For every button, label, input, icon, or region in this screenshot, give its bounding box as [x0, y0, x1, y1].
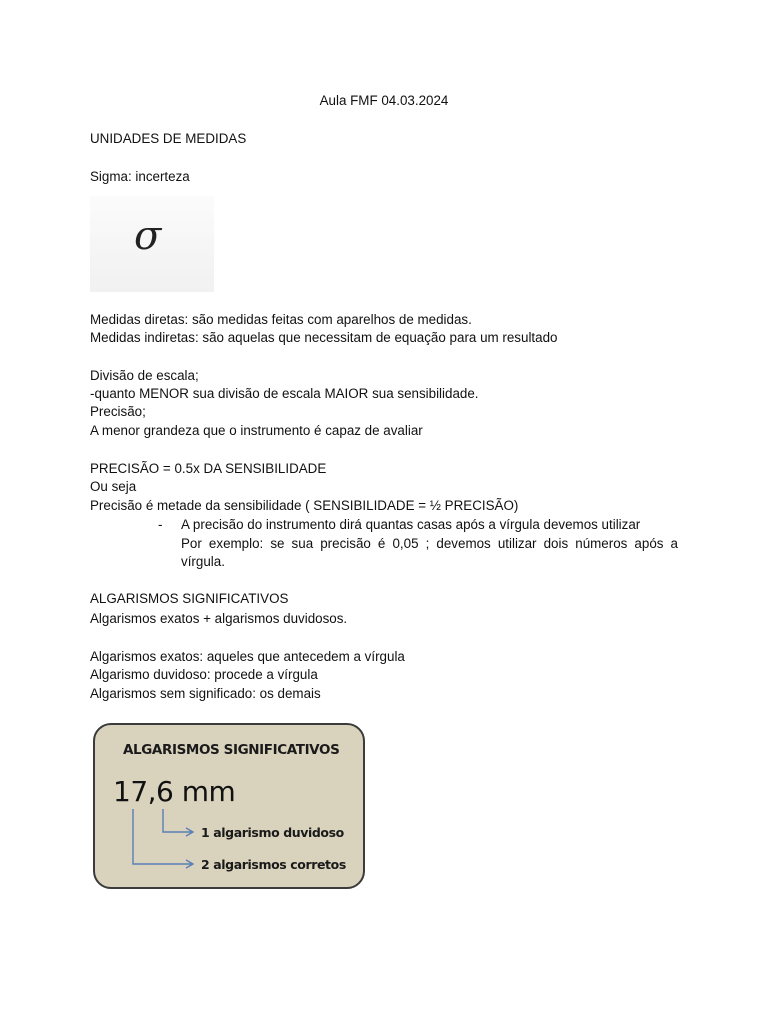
indirect-measures-text: Medidas indiretas: são aquelas que necessitam de equação para um resultado — [90, 330, 558, 345]
significant-figures-figure — [93, 723, 365, 889]
precision-heading: Precisão; — [90, 404, 146, 419]
doubtful-figure-text: Algarismo duvidoso: procede a vírgula — [90, 667, 318, 682]
bullet-line-1: A precisão do instrumento dirá quantas casas após a vírgula devemos utilizar — [181, 517, 641, 532]
figure-title: ALGARISMOS SIGNIFICATIVOS — [123, 742, 340, 758]
precision-formula: PRECISÃO = 0.5x DA SENSIBILIDADE — [90, 461, 327, 476]
or-text: Ou seja — [90, 479, 137, 494]
scale-division-rule: -quanto MENOR sua divisão de escala MAIOR sua sensibilidade. — [90, 386, 479, 401]
sigma-symbol: σ — [134, 213, 162, 259]
bullet-marker: - — [158, 517, 163, 532]
bullet-line-2: Por exemplo: se sua precisão é 0,05 ; devemos utilizar dois números após a — [181, 536, 678, 551]
arrow-doubtful — [163, 809, 193, 832]
direct-measures-text: Medidas diretas: são medidas feitas com aparelhos de medidas. — [90, 312, 472, 327]
document-title: Aula FMF 04.03.2024 — [319, 93, 449, 108]
precision-definition: A menor grandeza que o instrumento é capaz de avaliar — [90, 423, 423, 438]
figure-measurement-value: 17,6 mm — [113, 775, 236, 808]
meaningless-figures-text: Algarismos sem significado: os demais — [90, 686, 321, 701]
sigma-image — [90, 196, 214, 292]
figure-label-correct: 2 algarismos corretos — [201, 857, 346, 872]
exact-figures-text: Algarismos exatos: aqueles que antecedem a vírgula — [90, 649, 405, 664]
sigma-definition: Sigma: incerteza — [90, 169, 190, 184]
bullet-line-3: vírgula. — [181, 554, 225, 569]
scale-division-heading: Divisão de escala; — [90, 368, 199, 383]
significant-figures-heading: ALGARISMOS SIGNIFICATIVOS — [90, 591, 289, 606]
precision-half-text: Precisão é metade da sensibilidade ( SENSIBILIDADE = ½ PRECISÃO) — [90, 498, 519, 513]
significant-figures-sum: Algarismos exatos + algarismos duvidosos. — [90, 611, 348, 626]
section-heading-units: UNIDADES DE MEDIDAS — [90, 131, 247, 146]
figure-label-doubtful: 1 algarismo duvidoso — [201, 825, 344, 840]
